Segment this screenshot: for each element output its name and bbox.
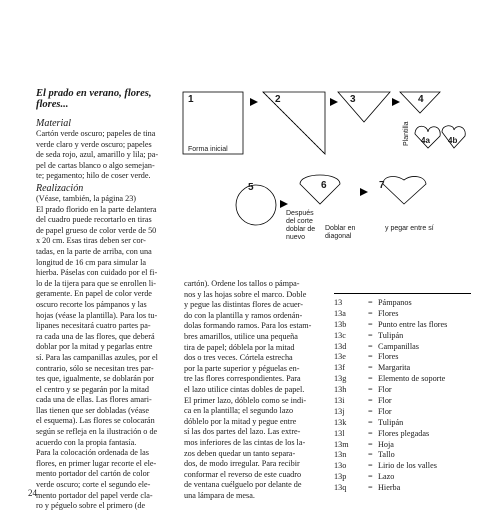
legend-code: 13h — [334, 385, 347, 395]
text-line: llas tienen que ser dobladas (véase — [36, 405, 149, 415]
legend-eq: = — [368, 406, 373, 416]
text-line: bres amarillos, utilice una pequeña — [184, 331, 298, 341]
legend-label: Tulipán — [378, 330, 404, 340]
text-line: mos inferiores de las cintas de los la- — [184, 437, 306, 447]
text-line: el centro y se pegarán por la mitad — [36, 384, 149, 394]
arrow-2-3 — [330, 98, 338, 106]
legend-row — [334, 331, 484, 342]
text-line: nos y las hojas sobre el marco. Doble — [184, 289, 307, 299]
legend-row — [334, 309, 484, 320]
legend-code: 13e — [334, 352, 346, 362]
arrow-5-6 — [280, 200, 288, 208]
legend-label: Campanillas — [378, 341, 419, 351]
step-number: 4b — [448, 136, 458, 145]
legend-eq: = — [368, 319, 373, 329]
legend-label: Hoja — [378, 439, 394, 449]
legend-row — [334, 461, 484, 472]
text-line: geramente. En papel de color verde — [36, 289, 152, 299]
legend-eq: = — [368, 417, 373, 427]
legend-eq: = — [368, 472, 373, 482]
legend-code: 13j — [334, 406, 345, 416]
text-line: El prado florido en la parte delantera — [36, 204, 157, 214]
step-number: 5 — [248, 182, 254, 193]
text-line: dos o tres veces. Córtela estrecha — [184, 353, 293, 363]
legend-label: Lazo — [378, 472, 395, 482]
text-line: Para la colocación ordenada de las — [36, 448, 149, 458]
legend-eq: = — [368, 483, 373, 493]
text-line: te; pegamento; hilo de coser verde. — [36, 171, 151, 181]
material-text — [36, 129, 186, 182]
text-line: x 20 cm. Esas tiras deben ser cor- — [36, 236, 146, 246]
title-line: El prado en verano, flores, — [36, 88, 152, 99]
legend-label: Lirio de los valles — [378, 461, 437, 471]
legend-code: 13b — [334, 319, 347, 329]
text-line: según se refleja en la ilustración o de — [36, 427, 158, 437]
text-line: de papel grueso de color verde de 50 — [36, 225, 157, 235]
caption-doblar — [325, 225, 355, 241]
text-line: acuerdo con la propia fantasía. — [36, 437, 137, 447]
realizacion-section — [36, 183, 186, 512]
text-line: pel de cartas blanco o algo semejan- — [36, 160, 155, 170]
material-section — [36, 118, 186, 182]
caption-line: del corte — [286, 218, 313, 225]
text-line: mento portador del papel verde cla- — [36, 490, 153, 500]
text-line: (Véase, también, la página 23) — [36, 194, 137, 203]
text-line: el esquema). Las flores se colocarán — [36, 416, 155, 426]
legend-row — [334, 385, 484, 396]
legend-eq: = — [368, 352, 373, 362]
text-line: el lazo utilice cintas dobles de papel. — [184, 384, 305, 394]
text-line: tes que, igualmente, se doblarán por — [36, 374, 154, 384]
legend-code: 13d — [334, 341, 347, 351]
text-line: contrario, sólo se necesitan tres par- — [36, 363, 154, 373]
text-line: por la parte superior y péguelas en- — [184, 363, 300, 373]
legend-label: Elemento de soporte — [378, 374, 446, 384]
legend-row — [334, 298, 484, 309]
caption-line: Doblar en — [325, 225, 356, 232]
legend-row — [334, 483, 484, 494]
material-heading: Material — [36, 118, 71, 129]
legend-row — [334, 352, 484, 363]
text-line: de seda rojo, azul, amarillo y lila; pa- — [36, 150, 159, 160]
text-line: sí las dos partes del lazo. Las extre- — [184, 427, 301, 437]
legend-code: 13n — [334, 450, 347, 460]
legend-label: Pámpanos — [378, 298, 412, 307]
legend-eq: = — [368, 450, 373, 460]
step-number: 4 — [418, 94, 424, 105]
legend-eq: = — [368, 308, 373, 318]
legend-row — [334, 418, 484, 429]
text-line: oscuro recorte los pámpanos y las — [36, 299, 147, 309]
legend-code: 13p — [334, 472, 347, 482]
legend-eq: = — [368, 341, 373, 351]
legend-code: 13o — [334, 461, 347, 471]
legend-code: 13m — [334, 439, 349, 449]
legend-divider — [334, 293, 471, 294]
text-line: do con la plantilla y ramos ordenán- — [184, 310, 303, 320]
text-line: tre las flores correspondientes. Para — [184, 374, 301, 384]
text-line: dos, de modo irregular. Para recibir — [184, 459, 300, 469]
text-line: de ventana cuélguelo por delante de — [184, 480, 302, 490]
text-line: tira de papel; dóblela por la mitad — [184, 342, 295, 352]
legend-eq: = — [368, 428, 373, 438]
article-title — [36, 88, 186, 110]
text-line: longitud de 16 cm para simular la — [36, 257, 147, 267]
legend-code: 13i — [334, 396, 345, 406]
legend-code: 13 — [334, 298, 343, 307]
step-number: 1 — [188, 94, 194, 105]
caption-forma-inicial: Forma inicial — [188, 146, 228, 153]
legend-row — [334, 363, 484, 374]
step-3-triangle — [338, 92, 390, 122]
legend-label: Tulipán — [378, 417, 404, 427]
arrow-3-4 — [392, 98, 400, 106]
legend-eq: = — [368, 385, 373, 395]
text-line: lipanes necesitará cuatro partes pa- — [36, 321, 151, 331]
legend — [334, 293, 484, 494]
legend-eq: = — [368, 330, 373, 340]
legend-eq: = — [368, 439, 373, 449]
text-line: ro y péguelo sobre el primero (de — [36, 501, 146, 511]
text-line: una lámpara de mesa. — [184, 490, 255, 500]
legend-label: Flor — [378, 406, 392, 416]
legend-code: 13c — [334, 330, 346, 340]
arrow-1-2 — [250, 98, 258, 106]
legend-row — [334, 396, 484, 407]
legend-label: Punto entre las flores — [378, 319, 448, 329]
text-line: flores, en primer lugar recorte el ele- — [36, 458, 157, 468]
caption-line: doblar de — [286, 226, 316, 233]
legend-list — [334, 298, 484, 494]
arrow-6-7 — [360, 188, 368, 196]
title-line: flores... — [36, 99, 69, 110]
legend-row — [334, 440, 484, 451]
page-number: 24 — [28, 488, 37, 498]
text-line: ca en la plantilla; el segundo lazo — [184, 406, 294, 416]
diagram-svg — [180, 88, 480, 248]
caption-pegar: y pegar entre sí — [385, 225, 434, 232]
text-line: mento portador del cartón de color — [36, 469, 150, 479]
text-line: doblar por la mitad y pegarlas entre — [36, 342, 153, 352]
step-6-shape — [300, 175, 340, 204]
text-line: Cartón verde oscuro; papeles de tina — [36, 129, 156, 138]
legend-row — [334, 320, 484, 331]
text-line: verde oscuro; corte el segundo ele- — [36, 480, 151, 490]
legend-eq: = — [368, 396, 373, 406]
text-line: lo de la tijera para que se enrollen li- — [36, 278, 157, 288]
legend-label: Hierba — [378, 483, 401, 493]
text-line: tadas, en la parte de arriba, con una — [36, 246, 152, 256]
legend-eq: = — [368, 374, 373, 384]
legend-row — [334, 450, 484, 461]
legend-code: 13l — [334, 428, 345, 438]
legend-row — [334, 429, 484, 440]
legend-eq: = — [368, 461, 373, 471]
caption-despues — [286, 210, 315, 242]
text-line: cartón). Ordene los tallos o pámpa- — [184, 279, 300, 288]
text-line: El primer lazo, dóblelo como se indi- — [184, 395, 307, 405]
text-line: verde claro y verde oscuro; papeles — [36, 139, 152, 149]
realizacion-heading: Realización — [36, 183, 84, 194]
legend-code: 13f — [334, 363, 345, 373]
legend-label: Flores — [378, 352, 399, 362]
text-line: cada una de ellas. Las flores amari- — [36, 395, 152, 405]
legend-row — [334, 407, 484, 418]
step-number: 2 — [275, 94, 281, 105]
step-number: 4a — [421, 136, 430, 145]
text-line: conformar el reverso de este cuadro — [184, 469, 302, 479]
text-line: dóblelo por la mitad y pegue entre — [184, 416, 297, 426]
legend-code: 13a — [334, 308, 346, 318]
legend-row — [334, 472, 484, 483]
text-line: zos deben quedar un tanto separa- — [184, 448, 296, 458]
legend-row — [334, 374, 484, 385]
text-line: y pegue las distintas flores de acuer- — [184, 300, 303, 310]
realizacion-text — [36, 194, 186, 512]
step-number: 6 — [321, 180, 327, 191]
folding-diagram — [180, 88, 480, 248]
legend-label: Tallo — [378, 450, 395, 460]
step-5-circle — [236, 185, 276, 225]
text-line: dolas formando ramos. Para los estam- — [184, 321, 312, 331]
legend-eq: = — [368, 298, 373, 307]
text-line: sí. Para las campanillas azules, por el — [36, 352, 158, 362]
step-number: 3 — [350, 94, 356, 105]
text-line: del cuadro puede recortarlo en tiras — [36, 215, 152, 225]
legend-eq: = — [368, 363, 373, 373]
legend-label: Flores plegadas — [378, 428, 430, 438]
text-line: ra cada una de las flores, que deberá — [36, 331, 155, 341]
legend-code: 13g — [334, 374, 347, 384]
legend-label: Flor — [378, 396, 392, 406]
caption-plantilla: Plantilla — [403, 121, 410, 146]
text-line: hierba. Páselas con cuidado por el fi- — [36, 268, 158, 278]
legend-row — [334, 342, 484, 353]
caption-line: diagonal — [325, 233, 352, 240]
legend-label: Flores — [378, 308, 399, 318]
step-number: 7 — [379, 180, 385, 191]
legend-label: Flor — [378, 385, 392, 395]
step-7-shape — [383, 177, 426, 204]
legend-code: 13q — [334, 483, 347, 493]
realizacion-continuation — [184, 279, 324, 501]
legend-code: 13k — [334, 417, 347, 427]
caption-line: nuevo — [286, 234, 306, 241]
legend-label: Margarita — [378, 363, 411, 373]
caption-line: Después — [286, 210, 314, 217]
text-line: hojas (véase la plantilla). Para los tu- — [36, 310, 158, 320]
